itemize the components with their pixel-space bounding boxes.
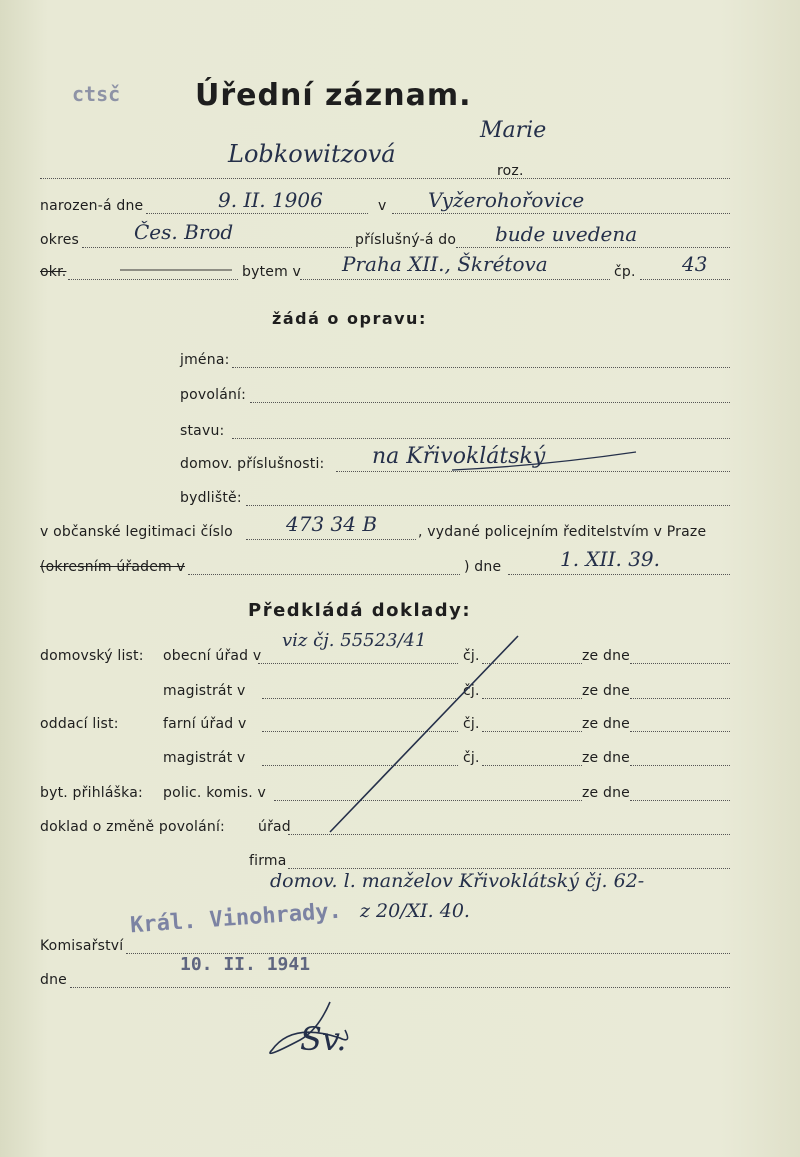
obecni-label: obecní úřad v — [163, 648, 262, 664]
footer-dne-line — [70, 987, 730, 988]
ze-dne-line-3 — [630, 731, 730, 732]
prislusny-handwritten: bude uvedena — [495, 222, 638, 246]
roz-label: roz. — [497, 163, 524, 179]
cancel-diagonal-stroke — [330, 636, 518, 832]
office-stamp: Král. Vinohrady. — [129, 898, 343, 939]
dne-handwritten: 1. XII. 39. — [560, 547, 660, 571]
polic-label: polic. komis. v — [163, 785, 267, 801]
page-title: Úřední záznam. — [195, 78, 472, 113]
cj-label-1: čj. — [463, 648, 480, 664]
povolani-label: povolání: — [180, 387, 247, 403]
ze-dne-label-1: ze dne — [582, 648, 630, 664]
jmena-label: jména: — [180, 352, 230, 368]
cj-label-2: čj. — [463, 683, 480, 699]
ze-dne-line-1 — [630, 663, 730, 664]
firma-label: firma — [249, 853, 287, 869]
stavu-label: stavu: — [180, 423, 225, 439]
born-date-line — [146, 213, 368, 214]
okresnim-line — [188, 574, 460, 575]
okres-handwritten: Čes. Brod — [134, 220, 234, 244]
okresnim-label: (okresním úřadem v — [40, 559, 186, 575]
ze-dne-line-2 — [630, 698, 730, 699]
bytem-label: bytem v — [242, 264, 302, 280]
documents-heading: Předkládá doklady: — [248, 600, 472, 621]
ze-dne-line-4 — [630, 765, 730, 766]
date-stamp: 10. II. 1941 — [180, 954, 311, 975]
born-place-handwritten: Vyžerohořovice — [428, 188, 585, 212]
ze-dne-label-5: ze dne — [582, 785, 630, 801]
cj-line-2 — [482, 698, 582, 699]
prislusny-line — [456, 247, 730, 248]
domov-label: domov. příslušnosti: — [180, 456, 325, 472]
dne-line — [508, 574, 730, 575]
komisarstvi-label: Komisařství — [40, 938, 124, 954]
doklad-label: doklad o změně povolání: — [40, 819, 225, 835]
cj-label-3: čj. — [463, 716, 480, 732]
note-line2-handwritten: z 20/XI. 40. — [360, 900, 470, 922]
stavu-line — [232, 438, 730, 439]
okr-line — [68, 279, 238, 280]
okres-label: okres — [40, 232, 80, 248]
obecni-handwritten: viz čj. 55523/41 — [282, 630, 427, 651]
cj-line-3 — [482, 731, 582, 732]
bytem-handwritten: Praha XII., Škrétova — [342, 252, 548, 276]
jmena-line — [232, 367, 730, 368]
born-date-handwritten: 9. II. 1906 — [218, 188, 323, 212]
cp-label: čp. — [614, 264, 636, 280]
legit-label: v občanské legitimaci číslo — [40, 524, 233, 540]
magistrat-line-2 — [262, 765, 458, 766]
legit-issuer-text: , vydané policejním ředitelstvím v Praze — [418, 524, 707, 540]
ze-dne-label-2: ze dne — [582, 683, 630, 699]
given-name-handwritten: Marie — [480, 118, 547, 143]
name-line — [40, 178, 730, 179]
magistrat-line-1 — [262, 698, 458, 699]
cj-label-4: čj. — [463, 750, 480, 766]
born-place-line — [392, 213, 730, 214]
signature-handwritten: Sv. — [300, 1020, 347, 1058]
cj-line-4 — [482, 765, 582, 766]
note-line1-handwritten: domov. l. manželov Křivoklátský čj. 62- — [270, 870, 645, 892]
urad-line — [288, 834, 730, 835]
ze-dne-line-5 — [630, 800, 730, 801]
magistrat-label-1: magistrát v — [163, 683, 246, 699]
footer-dne-label: dne — [40, 972, 67, 988]
farni-label: farní úřad v — [163, 716, 247, 732]
obecni-line — [258, 663, 458, 664]
farni-line — [262, 731, 458, 732]
okres-line — [82, 247, 352, 248]
cj-line-1 — [482, 663, 582, 664]
urad-label: úřad — [258, 819, 291, 835]
legit-number-handwritten: 473 34 B — [286, 512, 378, 536]
domov-handwritten: na Křivoklátský — [372, 444, 546, 469]
born-v-label: v — [378, 198, 387, 214]
polic-line — [274, 800, 582, 801]
oddaci-label: oddací list: — [40, 716, 119, 732]
ze-dne-label-3: ze dne — [582, 716, 630, 732]
bytem-line — [300, 279, 610, 280]
okr-label: okr. — [40, 264, 67, 280]
cp-handwritten: 43 — [682, 252, 708, 276]
domovsky-label: domovský list: — [40, 648, 144, 664]
povolani-line — [250, 402, 730, 403]
surname-handwritten: Lobkowitzová — [228, 140, 396, 168]
born-label: narozen-á dne — [40, 198, 144, 214]
dne-label: ) dne — [464, 559, 502, 575]
byt-label: byt. přihláška: — [40, 785, 143, 801]
bydliste-line — [246, 505, 730, 506]
corner-stamp-mark: ctsč — [72, 82, 121, 106]
ze-dne-label-4: ze dne — [582, 750, 630, 766]
prislusny-label: příslušný-á do — [355, 232, 457, 248]
legit-line — [246, 539, 416, 540]
request-heading: žádá o opravu: — [272, 309, 427, 328]
magistrat-label-2: magistrát v — [163, 750, 246, 766]
bydliste-label: bydliště: — [180, 490, 242, 506]
cp-line — [640, 279, 730, 280]
firma-line — [288, 868, 730, 869]
domov-line — [336, 471, 730, 472]
